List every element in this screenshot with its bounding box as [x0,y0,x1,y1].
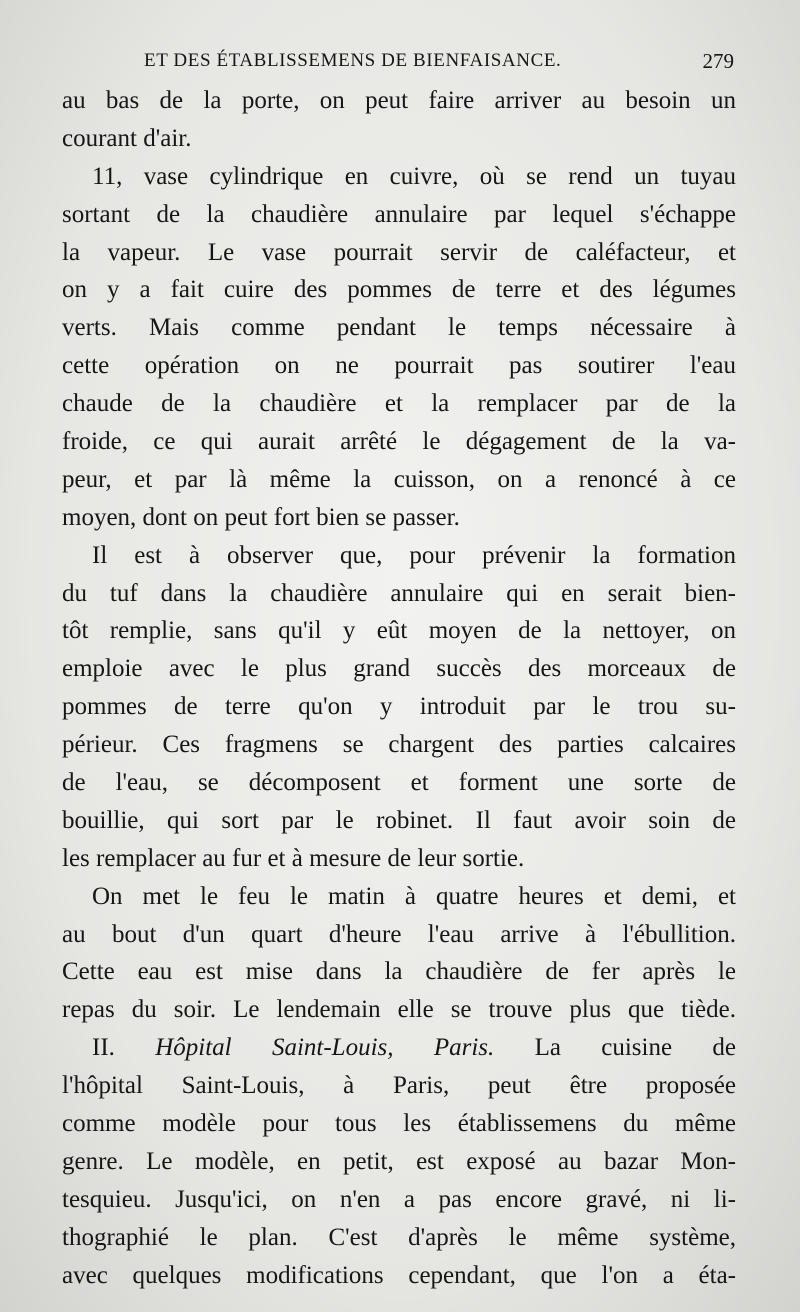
text-line: avec quelques modifications cependant, que l'on a éta- [62,1261,736,1289]
text-line: Il est à observer que, pour prévenir la formation [92,541,736,569]
text-line: périeur. Ces fragmens se chargent des parties calcaires [62,731,736,759]
text-line: emploie avec le plus grand succès des morceaux de [62,655,736,683]
text-line: repas du soir. Le lendemain elle se trouve plus que tiède. [62,996,736,1024]
text-line: comme modèle pour tous les établissemens du même [62,1110,736,1138]
text-line: cette opération on ne pourrait pas soutirer l'eau [62,352,736,380]
text-line: sortant de la chaudière annulaire par lequel s'échappe [62,200,736,228]
text-line: on y a fait cuire des pommes de terre et des légumes [62,276,736,304]
text-line: au bout d'un quart d'heure l'eau arrive à l'ébullition. [62,920,736,948]
text-line: de l'eau, se décomposent et forment une sorte de [62,769,736,797]
text-line: On met le feu le matin à quatre heures et demi, et [92,882,736,910]
section-numeral: II. [92,1034,115,1062]
text-line: tesquieu. Jusqu'ici, on n'en a pas encore gravé, ni li- [62,1185,736,1213]
text-line: pommes de terre qu'on y introduit par le trou su- [62,693,736,721]
section-first-line-rest: La cuisine de [534,1034,737,1062]
text-line: la vapeur. Le vase pourrait servir de caléfacteur, et [62,238,736,266]
text-line: froide, ce qui aurait arrêté le dégagement de la va- [62,428,736,456]
text-line: chaude de la chaudière et la remplacer par de la [62,390,736,418]
page-number: 279 [702,49,734,73]
text-line: l'hôpital Saint-Louis, à Paris, peut être proposée [62,1072,736,1100]
body-text [62,82,736,1295]
text-line: au bas de la porte, on peut faire arriver au besoin un [62,87,736,114]
text-line: tôt remplie, sans qu'il y eût moyen de la nettoyer, on [62,617,736,645]
text-line: peur, et par là même la cuisson, on a renoncé à ce [62,465,736,493]
text-line: du tuf dans la chaudière annulaire qui en serait bien- [62,579,736,607]
text-line: 11, vase cylindrique en cuivre, où se rend un tuyau [92,162,736,190]
text-line: Cette eau est mise dans la chaudière de fer après le [62,958,736,986]
text-line: thographié le plan. C'est d'après le même système, [62,1223,736,1251]
text-line: bouillie, qui sort par le robinet. Il faut avoir soin de [62,806,736,834]
text-line: moyen, dont on peut fort bien se passer. [62,503,460,531]
page-header [122,46,734,76]
text-line: verts. Mais comme pendant le temps nécessaire à [62,314,736,342]
text-line: genre. Le modèle, en petit, est exposé au bazar Mon- [62,1147,736,1175]
running-title: ET DES ÉTABLISSEMENS DE BIENFAISANCE. [144,50,562,71]
text-line: les remplacer au fur et à mesure de leur sortie. [62,844,525,872]
section-heading-line [62,1029,736,1067]
section-title: Hôpital Saint-Louis, Paris. [155,1034,495,1062]
text-line: courant d'air. [62,124,192,152]
